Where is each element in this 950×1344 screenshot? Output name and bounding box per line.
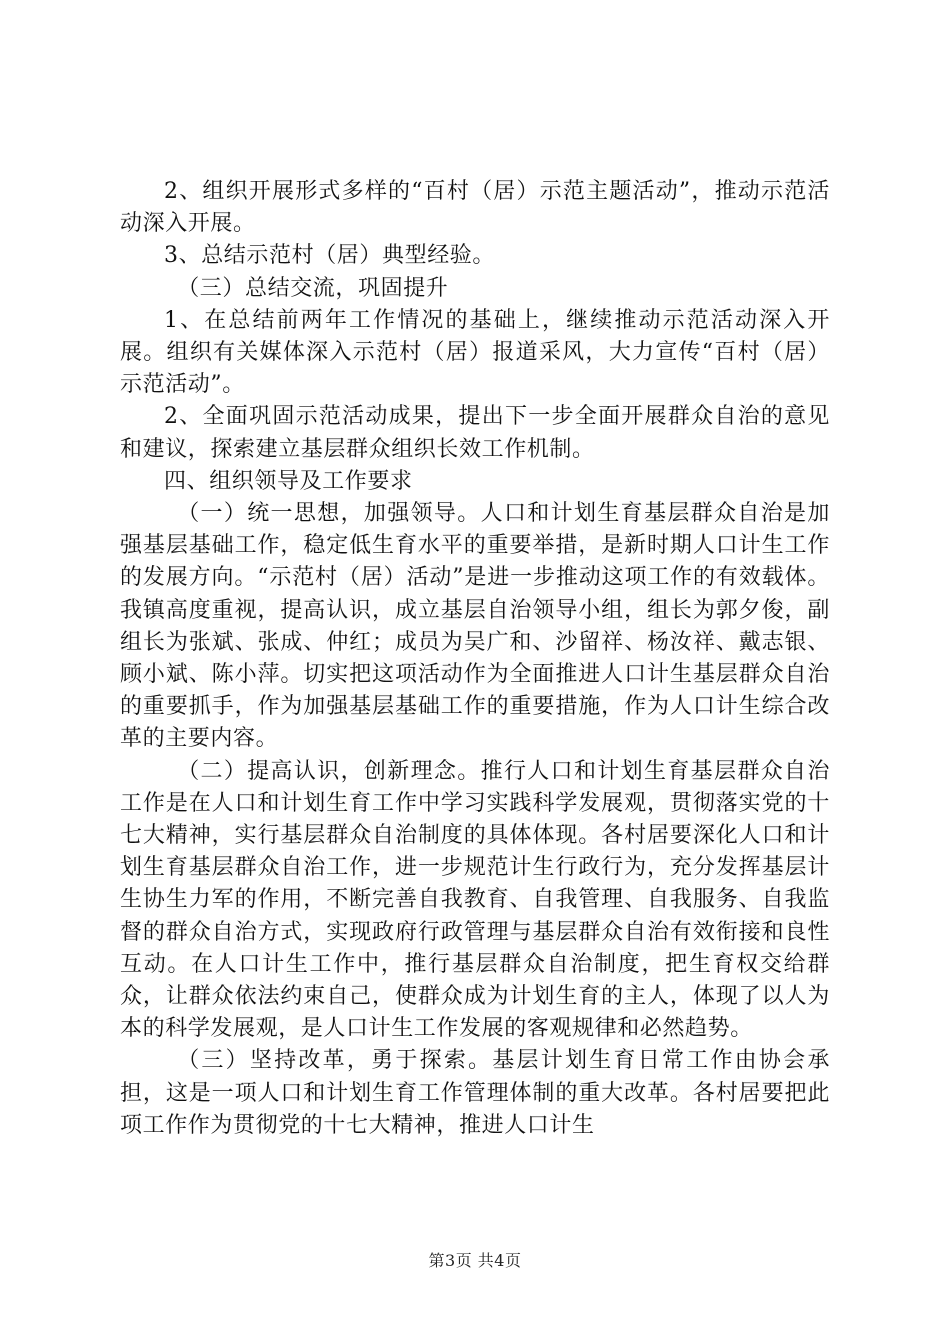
section-heading-summary: （三）总结交流，巩固提升 — [177, 275, 449, 301]
page-footer — [0, 1248, 950, 1271]
paragraph-summary-2: 2、全面巩固示范活动成果，提出下一步全面开展群众自治的意见和建议，探索建立基层群众组织长效工作机制。 — [120, 404, 830, 462]
document-body — [120, 176, 830, 1142]
paragraph-leadership: （一）统一思想，加强领导。人口和计划生育基层群众自治是加强基层基础工作，稳定低生育水平的重要举措，是新时期人口计生工作的发展方向。“示范村（居）活动”是进一步推动这项工作的有效载体。我镇高度重视，提高认识，成立基层自治领导小组，组长为郭夕俊，副组长为张斌、张成、仲红；成员为吴广和、沙留祥、杨汝祥、戴志银、顾小斌、陈小萍。切实把这项活动作为全面推进人口计生基层群众自治的重要抓手，作为加强基层基础工作的重要措施，作为人口计生综合改革的主要内容。 — [120, 501, 830, 752]
page-number: 第3页 共4页 — [428, 1251, 522, 1270]
paragraph-item-2: 2、组织开展形式多样的“百村（居）示范主题活动”，推动示范活动深入开展。 — [120, 179, 830, 237]
paragraph-reform: （三）坚持改革，勇于探索。基层计划生育日常工作由协会承担，这是一项人口和计划生育工作管理体制的重大改革。各村居要把此项工作作为贯彻党的十七大精神，推进人口计生 — [120, 1048, 830, 1138]
paragraph-summary-1: 1、在总结前两年工作情况的基础上，继续推动示范活动深入开展。组织有关媒体深入示范村（居）报道采风，大力宣传“百村（居）示范活动”。 — [120, 307, 830, 398]
paragraph-awareness: （二）提高认识，创新理念。推行人口和计划生育基层群众自治工作是在人口和计划生育工作中学习实践科学发展观，贯彻落实党的十七大精神，实行基层群众自治制度的具体体现。各村居要深化人口和计划生育基层群众自治工作，进一步规范计生行政行为，充分发挥基层计生协生力军的作用，不断完善自我教育、自我管理、自我服务、自我监督的群众自治方式，实现政府行政管理与基层群众自治有效衔接和良性互动。在人口计生工作中，推行基层群众自治制度，把生育权交给群众，让群众依法约束自己，使群众成为计划生育的主人，体现了以人为本的科学发展观，是人口计生工作发展的客观规律和必然趋势。 — [120, 758, 830, 1042]
paragraph-item-3: 3、总结示范村（居）典型经验。 — [164, 243, 495, 269]
section-heading-organization: 四、组织领导及工作要求 — [164, 468, 413, 494]
